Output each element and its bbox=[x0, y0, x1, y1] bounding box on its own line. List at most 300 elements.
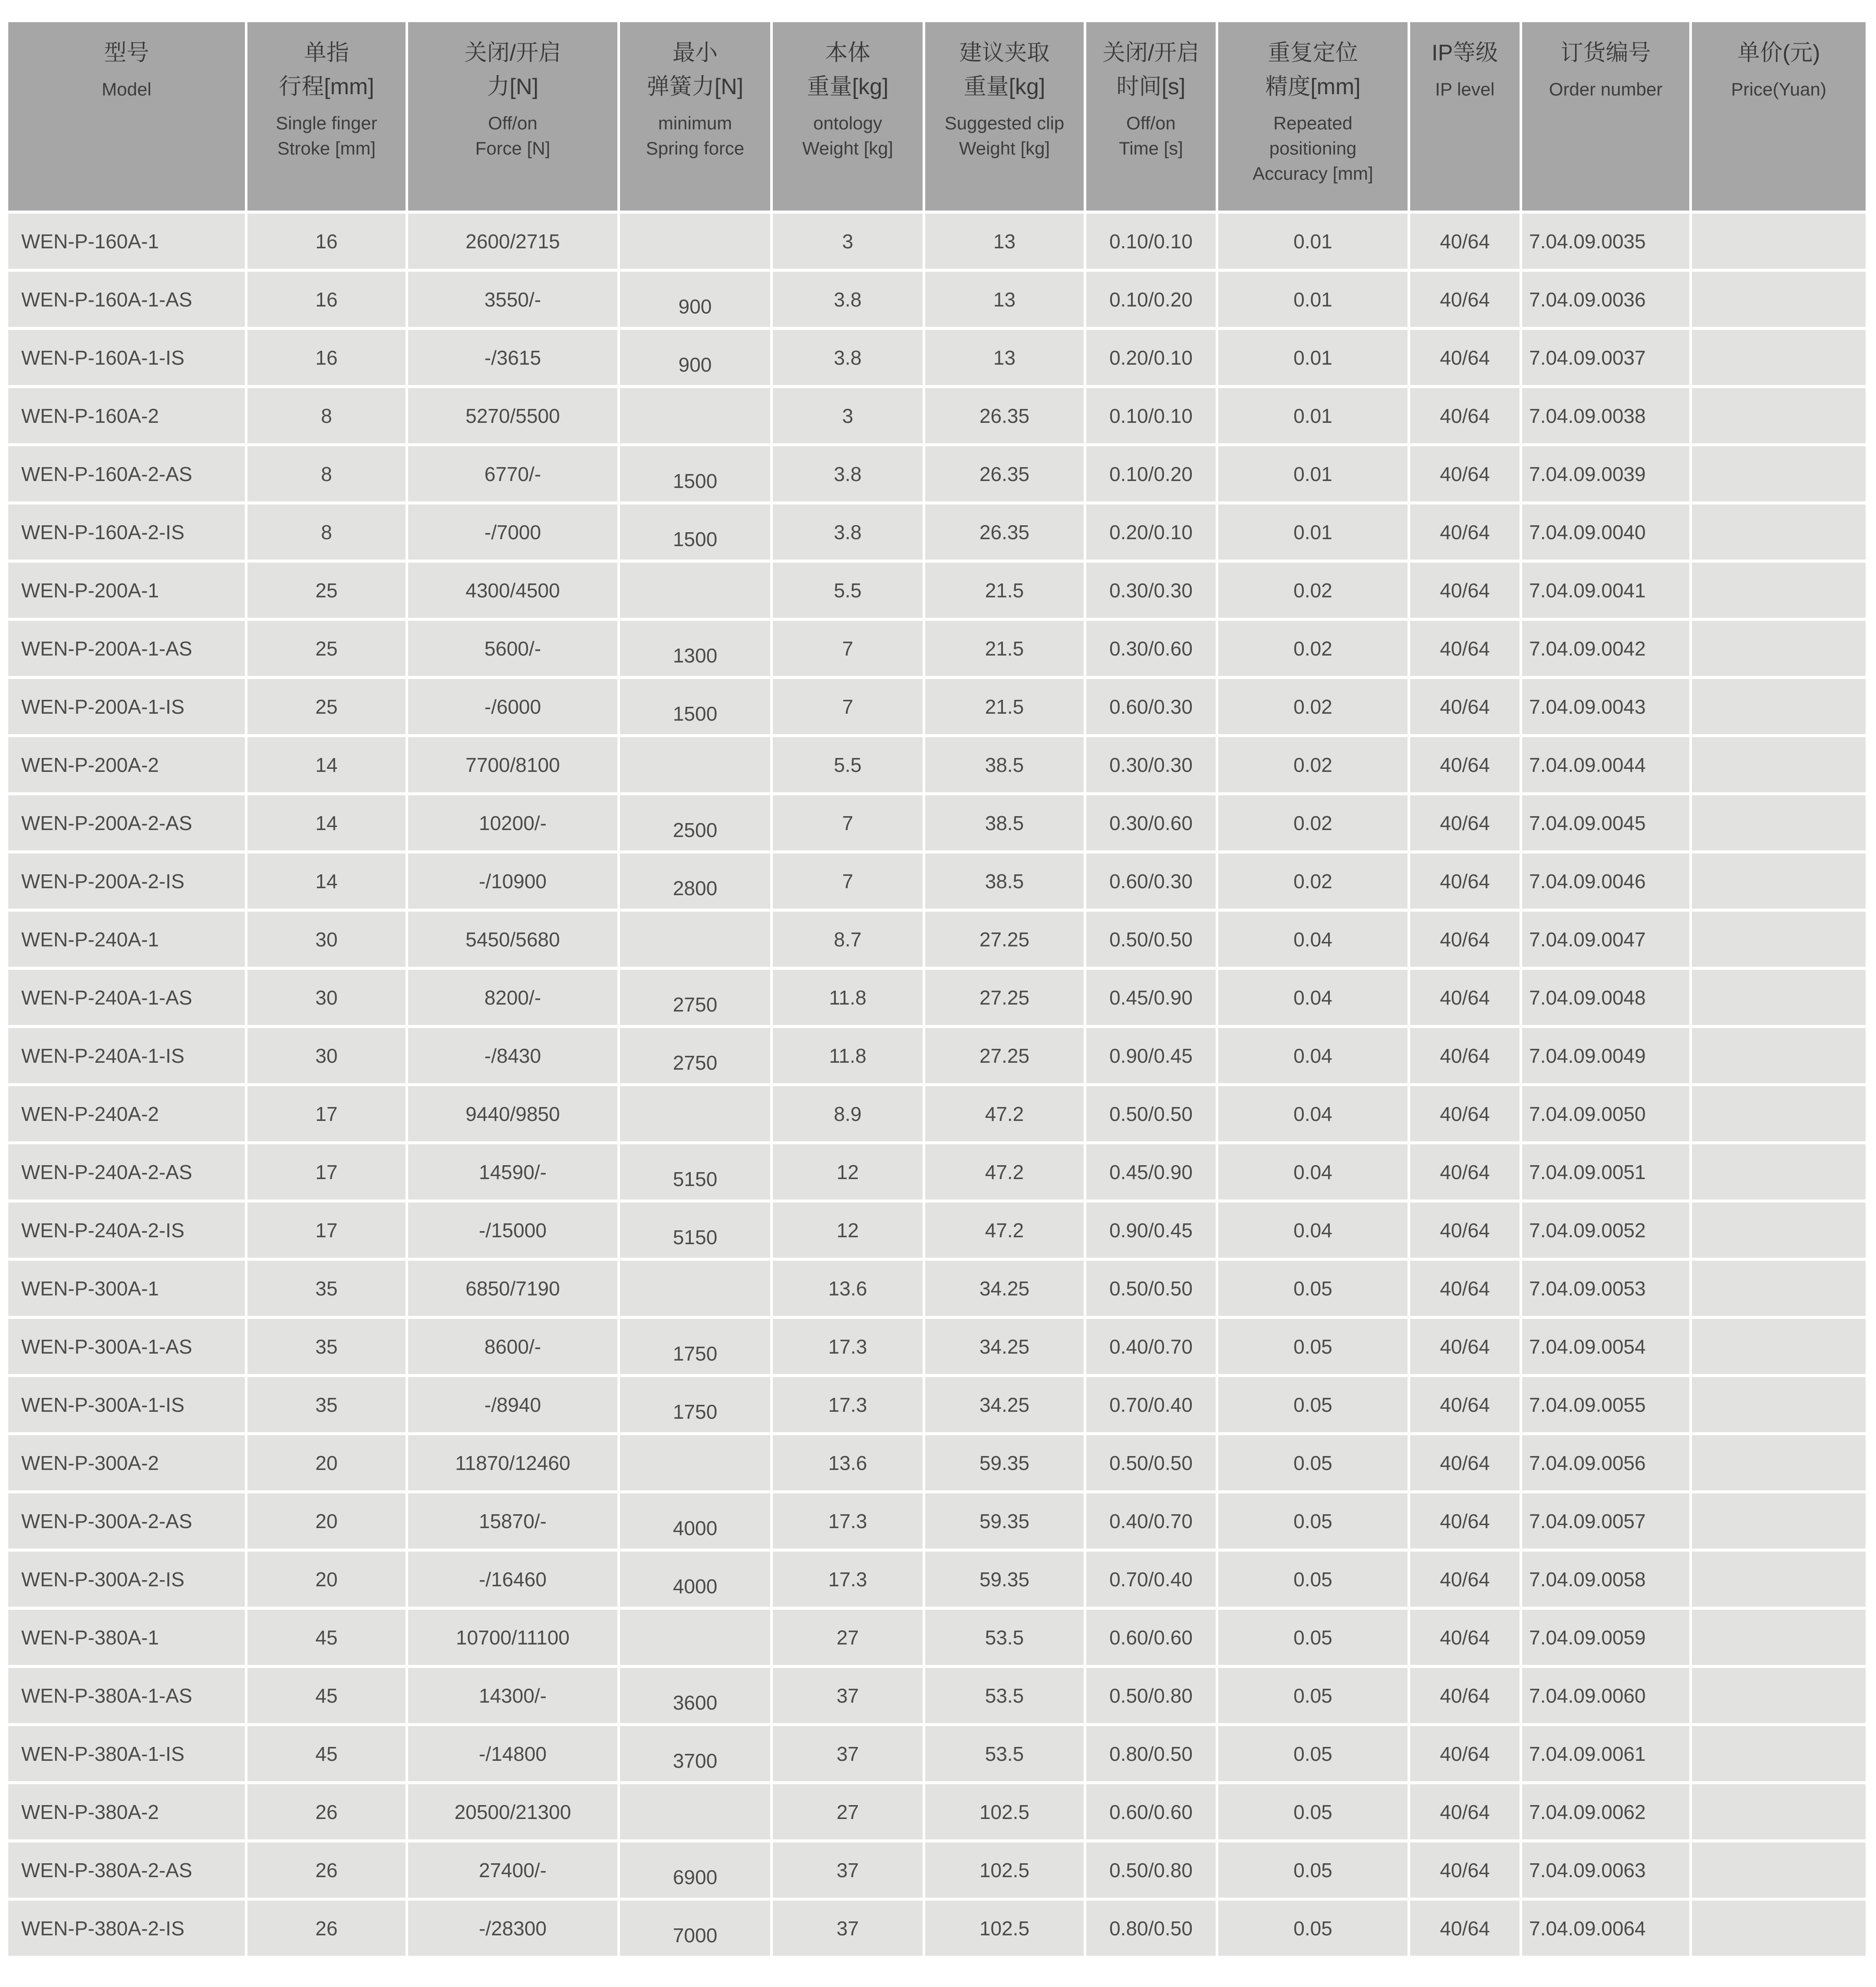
cell-clip bbox=[925, 1610, 1084, 1665]
table-row bbox=[8, 853, 1866, 909]
cell-value: 7.04.09.0035 bbox=[1529, 230, 1646, 253]
cell-value: 12 bbox=[836, 1219, 859, 1242]
header-zh-line: 力[N] bbox=[487, 74, 539, 99]
cell-value: 3 bbox=[842, 230, 854, 253]
cell-value: 40/64 bbox=[1440, 1800, 1490, 1823]
cell-order bbox=[1522, 1901, 1689, 1956]
cell-weight bbox=[773, 1552, 923, 1607]
cell-value: 0.01 bbox=[1293, 404, 1332, 427]
cell-price bbox=[1692, 1610, 1866, 1665]
cell-order bbox=[1522, 912, 1689, 967]
cell-value: 40/64 bbox=[1440, 462, 1490, 485]
header-zh-line: 重量[kg] bbox=[807, 74, 889, 99]
cell-value: 7.04.09.0045 bbox=[1529, 811, 1646, 834]
header-en-line: Weight [kg] bbox=[959, 138, 1050, 158]
cell-accuracy bbox=[1218, 1377, 1408, 1432]
cell-price bbox=[1692, 1319, 1866, 1374]
col-header-price bbox=[1692, 22, 1866, 211]
cell-value: 40/64 bbox=[1440, 1858, 1490, 1882]
cell-force bbox=[408, 679, 617, 734]
cell-force bbox=[408, 970, 617, 1025]
cell-order bbox=[1522, 970, 1689, 1025]
cell-value: 40/64 bbox=[1440, 637, 1490, 660]
cell-weight bbox=[773, 1319, 923, 1374]
cell-value: 7 bbox=[842, 637, 854, 660]
cell-ip bbox=[1410, 795, 1520, 850]
cell-weight bbox=[773, 679, 923, 734]
cell-value: 7.04.09.0048 bbox=[1529, 986, 1646, 1009]
cell-value: 21.5 bbox=[985, 695, 1024, 718]
cell-value: 40/64 bbox=[1440, 1219, 1490, 1242]
cell-price bbox=[1692, 1261, 1866, 1316]
cell-weight bbox=[773, 272, 923, 327]
header-zh-line: 订货编号 bbox=[1560, 40, 1651, 66]
header-zh-line: 本体 bbox=[825, 40, 870, 66]
cell-value: 5450/5680 bbox=[465, 928, 560, 951]
cell-value: 20 bbox=[315, 1509, 338, 1532]
cell-value: 0.04 bbox=[1293, 986, 1332, 1009]
cell-value: 8200/- bbox=[484, 986, 541, 1009]
cell-value: 47.2 bbox=[985, 1219, 1024, 1242]
header-zh-line: 重量[kg] bbox=[963, 74, 1045, 99]
cell-value: 9440/9850 bbox=[465, 1102, 560, 1125]
cell-time bbox=[1086, 1610, 1216, 1665]
cell-value: 14590/- bbox=[478, 1160, 547, 1183]
cell-stroke bbox=[247, 912, 406, 967]
cell-value: 4000 bbox=[673, 1575, 718, 1598]
cell-value: 7.04.09.0051 bbox=[1529, 1160, 1646, 1183]
cell-value: 10200/- bbox=[478, 811, 547, 834]
cell-value: WEN-P-380A-1-AS bbox=[21, 1684, 192, 1707]
cell-value: 40/64 bbox=[1440, 1509, 1490, 1532]
page bbox=[0, 19, 1876, 1987]
cell-value: 2800 bbox=[673, 877, 718, 900]
col-header-accuracy bbox=[1218, 22, 1408, 211]
cell-accuracy bbox=[1218, 1319, 1408, 1374]
cell-value: 0.50/0.80 bbox=[1109, 1684, 1193, 1707]
header-zh-line: 建议夹取 bbox=[959, 40, 1050, 66]
cell-order bbox=[1522, 1319, 1689, 1374]
spec-table bbox=[6, 19, 1868, 1959]
header-en-line: Price(Yuan) bbox=[1731, 79, 1827, 99]
cell-accuracy bbox=[1218, 1842, 1408, 1898]
cell-force bbox=[408, 795, 617, 850]
cell-weight bbox=[773, 1086, 923, 1141]
cell-value: 0.05 bbox=[1293, 1684, 1332, 1707]
cell-value: 38.5 bbox=[985, 870, 1024, 893]
cell-time bbox=[1086, 1668, 1216, 1723]
cell-value: 40/64 bbox=[1440, 753, 1490, 776]
cell-value: 26 bbox=[315, 1800, 338, 1823]
cell-ip bbox=[1410, 1493, 1520, 1549]
cell-value: 40/64 bbox=[1440, 288, 1490, 311]
cell-ip bbox=[1410, 1203, 1520, 1258]
cell-clip bbox=[925, 1435, 1084, 1490]
cell-clip bbox=[925, 330, 1084, 385]
cell-ip bbox=[1410, 388, 1520, 443]
cell-ip bbox=[1410, 621, 1520, 676]
cell-value: 26 bbox=[315, 1858, 338, 1882]
header-en-block bbox=[250, 111, 403, 161]
cell-value: 0.10/0.20 bbox=[1109, 288, 1193, 311]
cell-value: 40/64 bbox=[1440, 1917, 1490, 1940]
cell-time bbox=[1086, 563, 1216, 618]
cell-value: 26.35 bbox=[979, 404, 1030, 427]
cell-value: 27.25 bbox=[979, 1044, 1030, 1067]
cell-spring bbox=[620, 970, 770, 1025]
cell-force bbox=[408, 621, 617, 676]
cell-ip bbox=[1410, 1261, 1520, 1316]
cell-value: 13 bbox=[993, 346, 1016, 369]
header-zh-line: 单指 bbox=[303, 40, 349, 66]
cell-time bbox=[1086, 330, 1216, 385]
cell-value: 15870/- bbox=[478, 1509, 547, 1532]
cell-clip bbox=[925, 1086, 1084, 1141]
cell-time bbox=[1086, 1493, 1216, 1549]
cell-value: 17.3 bbox=[828, 1335, 867, 1358]
cell-model bbox=[8, 621, 245, 676]
cell-value: 3700 bbox=[673, 1749, 718, 1772]
cell-value: 0.90/0.45 bbox=[1109, 1219, 1193, 1242]
cell-order bbox=[1522, 737, 1689, 792]
cell-spring bbox=[620, 1377, 770, 1432]
col-header-time bbox=[1086, 22, 1216, 211]
cell-value: 0.80/0.50 bbox=[1109, 1742, 1193, 1765]
cell-time bbox=[1086, 1319, 1216, 1374]
cell-model bbox=[8, 1319, 245, 1374]
cell-value: 7.04.09.0060 bbox=[1529, 1684, 1646, 1707]
cell-value: WEN-P-300A-2 bbox=[21, 1451, 159, 1474]
cell-order bbox=[1522, 214, 1689, 269]
cell-weight bbox=[773, 1842, 923, 1898]
cell-stroke bbox=[247, 621, 406, 676]
header-en-line: Stroke [mm] bbox=[277, 138, 376, 158]
cell-value: 59.35 bbox=[979, 1509, 1030, 1532]
cell-spring bbox=[620, 1435, 770, 1490]
col-header-ip bbox=[1410, 22, 1520, 211]
cell-weight bbox=[773, 214, 923, 269]
header-en-line: Single finger bbox=[276, 113, 377, 133]
cell-accuracy bbox=[1218, 912, 1408, 967]
cell-value: 0.04 bbox=[1293, 1160, 1332, 1183]
cell-spring bbox=[620, 1726, 770, 1781]
cell-weight bbox=[773, 388, 923, 443]
cell-time bbox=[1086, 272, 1216, 327]
cell-value: 45 bbox=[315, 1626, 338, 1649]
cell-value: 0.20/0.10 bbox=[1109, 521, 1193, 544]
cell-price bbox=[1692, 795, 1866, 850]
cell-spring bbox=[620, 446, 770, 501]
cell-value: 25 bbox=[315, 579, 338, 602]
cell-value: WEN-P-160A-1 bbox=[21, 230, 159, 253]
table-row bbox=[8, 446, 1866, 501]
table-row bbox=[8, 1784, 1866, 1839]
cell-weight bbox=[773, 1261, 923, 1316]
cell-model bbox=[8, 1203, 245, 1258]
cell-spring bbox=[620, 1784, 770, 1839]
cell-weight bbox=[773, 1726, 923, 1781]
cell-ip bbox=[1410, 446, 1520, 501]
cell-value: 0.80/0.50 bbox=[1109, 1917, 1193, 1940]
header-zh-line: 重复定位 bbox=[1267, 40, 1358, 66]
cell-accuracy bbox=[1218, 1552, 1408, 1607]
cell-model bbox=[8, 1842, 245, 1898]
cell-value: 7.04.09.0058 bbox=[1529, 1568, 1646, 1591]
cell-weight bbox=[773, 1610, 923, 1665]
cell-value: 14 bbox=[315, 753, 338, 776]
cell-order bbox=[1522, 1203, 1689, 1258]
cell-value: 40/64 bbox=[1440, 404, 1490, 427]
cell-value: 7.04.09.0063 bbox=[1529, 1858, 1646, 1882]
cell-order bbox=[1522, 853, 1689, 909]
cell-time bbox=[1086, 1086, 1216, 1141]
cell-price bbox=[1692, 1842, 1866, 1898]
cell-value: 4000 bbox=[673, 1516, 718, 1539]
cell-force bbox=[408, 1901, 617, 1956]
cell-time bbox=[1086, 1901, 1216, 1956]
cell-clip bbox=[925, 1552, 1084, 1607]
cell-value: 7.04.09.0064 bbox=[1529, 1917, 1646, 1940]
col-header-order bbox=[1522, 22, 1689, 211]
cell-time bbox=[1086, 214, 1216, 269]
cell-price bbox=[1692, 1144, 1866, 1199]
cell-ip bbox=[1410, 1028, 1520, 1083]
cell-stroke bbox=[247, 563, 406, 618]
cell-value: 7 bbox=[842, 811, 854, 834]
cell-value: WEN-P-200A-1 bbox=[21, 579, 159, 602]
header-en-line: IP level bbox=[1435, 79, 1495, 99]
cell-weight bbox=[773, 563, 923, 618]
cell-spring bbox=[620, 1842, 770, 1898]
cell-order bbox=[1522, 1086, 1689, 1141]
header-zh-line: 行程[mm] bbox=[279, 74, 374, 99]
cell-value: 13 bbox=[993, 230, 1016, 253]
cell-force bbox=[408, 1493, 617, 1549]
cell-value: 900 bbox=[678, 353, 712, 376]
header-zh-line: 最小 bbox=[672, 40, 718, 66]
header-en-block bbox=[1221, 111, 1405, 186]
cell-value: WEN-P-240A-2-AS bbox=[21, 1160, 192, 1183]
cell-value: 35 bbox=[315, 1393, 338, 1416]
cell-force bbox=[408, 563, 617, 618]
cell-force bbox=[408, 1261, 617, 1316]
table-row bbox=[8, 1086, 1866, 1141]
cell-model bbox=[8, 446, 245, 501]
cell-price bbox=[1692, 1901, 1866, 1956]
cell-value: 34.25 bbox=[979, 1335, 1030, 1358]
cell-spring bbox=[620, 1668, 770, 1723]
cell-value: 20 bbox=[315, 1568, 338, 1591]
header-en-block bbox=[775, 111, 920, 161]
cell-value: 0.50/0.50 bbox=[1109, 928, 1193, 951]
cell-value: 0.04 bbox=[1293, 1044, 1332, 1067]
cell-weight bbox=[773, 1435, 923, 1490]
cell-stroke bbox=[247, 1784, 406, 1839]
cell-spring bbox=[620, 272, 770, 327]
header-en-block bbox=[11, 77, 242, 102]
cell-value: 2750 bbox=[673, 1051, 718, 1074]
cell-force bbox=[408, 214, 617, 269]
cell-order bbox=[1522, 1784, 1689, 1839]
header-zh-line: 单价(元) bbox=[1737, 40, 1820, 66]
table-row bbox=[8, 1493, 1866, 1549]
cell-stroke bbox=[247, 1842, 406, 1898]
cell-price bbox=[1692, 621, 1866, 676]
cell-value: 0.05 bbox=[1293, 1742, 1332, 1765]
cell-time bbox=[1086, 795, 1216, 850]
cell-value: 0.05 bbox=[1293, 1335, 1332, 1358]
cell-model bbox=[8, 1901, 245, 1956]
cell-weight bbox=[773, 621, 923, 676]
cell-accuracy bbox=[1218, 330, 1408, 385]
cell-model bbox=[8, 1610, 245, 1665]
cell-value: 0.04 bbox=[1293, 928, 1332, 951]
header-en-line: Repeated bbox=[1273, 113, 1353, 133]
cell-clip bbox=[925, 1901, 1084, 1956]
cell-stroke bbox=[247, 737, 406, 792]
cell-spring bbox=[620, 504, 770, 560]
cell-time bbox=[1086, 621, 1216, 676]
cell-model bbox=[8, 330, 245, 385]
cell-price bbox=[1692, 1726, 1866, 1781]
cell-clip bbox=[925, 853, 1084, 909]
cell-time bbox=[1086, 1203, 1216, 1258]
cell-value: 12 bbox=[836, 1160, 859, 1183]
cell-price bbox=[1692, 1784, 1866, 1839]
cell-value: WEN-P-160A-1-IS bbox=[21, 346, 185, 369]
cell-price bbox=[1692, 970, 1866, 1025]
cell-value: 7.04.09.0038 bbox=[1529, 404, 1646, 427]
cell-value: 25 bbox=[315, 637, 338, 660]
cell-value: WEN-P-300A-2-IS bbox=[21, 1568, 185, 1591]
cell-order bbox=[1522, 563, 1689, 618]
header-en-line: ontology bbox=[813, 113, 882, 133]
cell-value: -/8940 bbox=[484, 1393, 541, 1416]
cell-value: 0.05 bbox=[1293, 1800, 1332, 1823]
cell-value: 14 bbox=[315, 870, 338, 893]
cell-clip bbox=[925, 1668, 1084, 1723]
cell-value: WEN-P-200A-2 bbox=[21, 753, 159, 776]
cell-stroke bbox=[247, 1668, 406, 1723]
cell-value: WEN-P-200A-1-IS bbox=[21, 695, 185, 718]
cell-value: 30 bbox=[315, 986, 338, 1009]
cell-value: 45 bbox=[315, 1742, 338, 1765]
cell-accuracy bbox=[1218, 970, 1408, 1025]
cell-value: 0.04 bbox=[1293, 1102, 1332, 1125]
cell-accuracy bbox=[1218, 272, 1408, 327]
header-en-block bbox=[1525, 77, 1687, 102]
cell-accuracy bbox=[1218, 1668, 1408, 1723]
cell-value: 40/64 bbox=[1440, 346, 1490, 369]
cell-time bbox=[1086, 912, 1216, 967]
cell-value: 102.5 bbox=[979, 1858, 1030, 1882]
cell-spring bbox=[620, 1319, 770, 1374]
cell-time bbox=[1086, 446, 1216, 501]
cell-value: WEN-P-240A-2 bbox=[21, 1102, 159, 1125]
cell-value: 7 bbox=[842, 695, 854, 718]
cell-force bbox=[408, 1610, 617, 1665]
cell-value: 11.8 bbox=[829, 986, 867, 1009]
cell-value: WEN-P-240A-1 bbox=[21, 928, 159, 951]
cell-stroke bbox=[247, 679, 406, 734]
cell-value: WEN-P-160A-2 bbox=[21, 404, 159, 427]
table-row bbox=[8, 272, 1866, 327]
cell-value: 1300 bbox=[673, 644, 718, 667]
table-row bbox=[8, 795, 1866, 850]
cell-price bbox=[1692, 679, 1866, 734]
cell-value: 102.5 bbox=[979, 1917, 1030, 1940]
cell-accuracy bbox=[1218, 1086, 1408, 1141]
cell-value: 40/64 bbox=[1440, 579, 1490, 602]
cell-order bbox=[1522, 1610, 1689, 1665]
cell-time bbox=[1086, 1784, 1216, 1839]
cell-value: -/15000 bbox=[478, 1219, 547, 1242]
table-row bbox=[8, 1552, 1866, 1607]
cell-value: 40/64 bbox=[1440, 1160, 1490, 1183]
cell-model bbox=[8, 563, 245, 618]
cell-spring bbox=[620, 1203, 770, 1258]
cell-spring bbox=[620, 737, 770, 792]
cell-value: 0.70/0.40 bbox=[1109, 1568, 1193, 1591]
cell-value: 5270/5500 bbox=[465, 404, 560, 427]
cell-value: 4300/4500 bbox=[465, 579, 560, 602]
cell-stroke bbox=[247, 795, 406, 850]
cell-value: -/28300 bbox=[478, 1917, 547, 1940]
cell-weight bbox=[773, 795, 923, 850]
cell-accuracy bbox=[1218, 621, 1408, 676]
header-zh-line: 精度[mm] bbox=[1265, 74, 1361, 99]
cell-clip bbox=[925, 563, 1084, 618]
cell-spring bbox=[620, 621, 770, 676]
cell-price bbox=[1692, 1086, 1866, 1141]
cell-value: 102.5 bbox=[979, 1800, 1030, 1823]
cell-value: 30 bbox=[315, 928, 338, 951]
cell-clip bbox=[925, 970, 1084, 1025]
cell-value: 7.04.09.0037 bbox=[1529, 346, 1646, 369]
cell-value: 40/64 bbox=[1440, 1684, 1490, 1707]
cell-value: 7.04.09.0049 bbox=[1529, 1044, 1646, 1067]
cell-order bbox=[1522, 1377, 1689, 1432]
cell-stroke bbox=[247, 388, 406, 443]
cell-value: 7.04.09.0047 bbox=[1529, 928, 1646, 951]
header-en-block bbox=[1089, 111, 1213, 161]
cell-value: 0.04 bbox=[1293, 1219, 1332, 1242]
cell-price bbox=[1692, 563, 1866, 618]
cell-value: WEN-P-300A-1-AS bbox=[21, 1335, 192, 1358]
table-row bbox=[8, 214, 1866, 269]
cell-value: 37 bbox=[836, 1684, 859, 1707]
cell-value: 11870/12460 bbox=[455, 1451, 570, 1474]
cell-spring bbox=[620, 679, 770, 734]
cell-clip bbox=[925, 1144, 1084, 1199]
cell-value: 7.04.09.0059 bbox=[1529, 1626, 1646, 1649]
cell-value: 5.5 bbox=[834, 753, 862, 776]
cell-time bbox=[1086, 679, 1216, 734]
cell-ip bbox=[1410, 1435, 1520, 1490]
cell-order bbox=[1522, 446, 1689, 501]
header-en-line: Off/on bbox=[1126, 113, 1176, 133]
header-en-line: positioning bbox=[1269, 138, 1357, 158]
cell-value: 8.9 bbox=[834, 1102, 862, 1125]
cell-value: 7000 bbox=[673, 1924, 718, 1947]
cell-value: WEN-P-380A-1 bbox=[21, 1626, 159, 1649]
header-zh-line: 关闭/开启 bbox=[464, 40, 561, 66]
cell-time bbox=[1086, 1435, 1216, 1490]
cell-clip bbox=[925, 214, 1084, 269]
cell-stroke bbox=[247, 1086, 406, 1141]
cell-value: 0.01 bbox=[1293, 462, 1332, 485]
cell-value: 5150 bbox=[673, 1226, 718, 1249]
